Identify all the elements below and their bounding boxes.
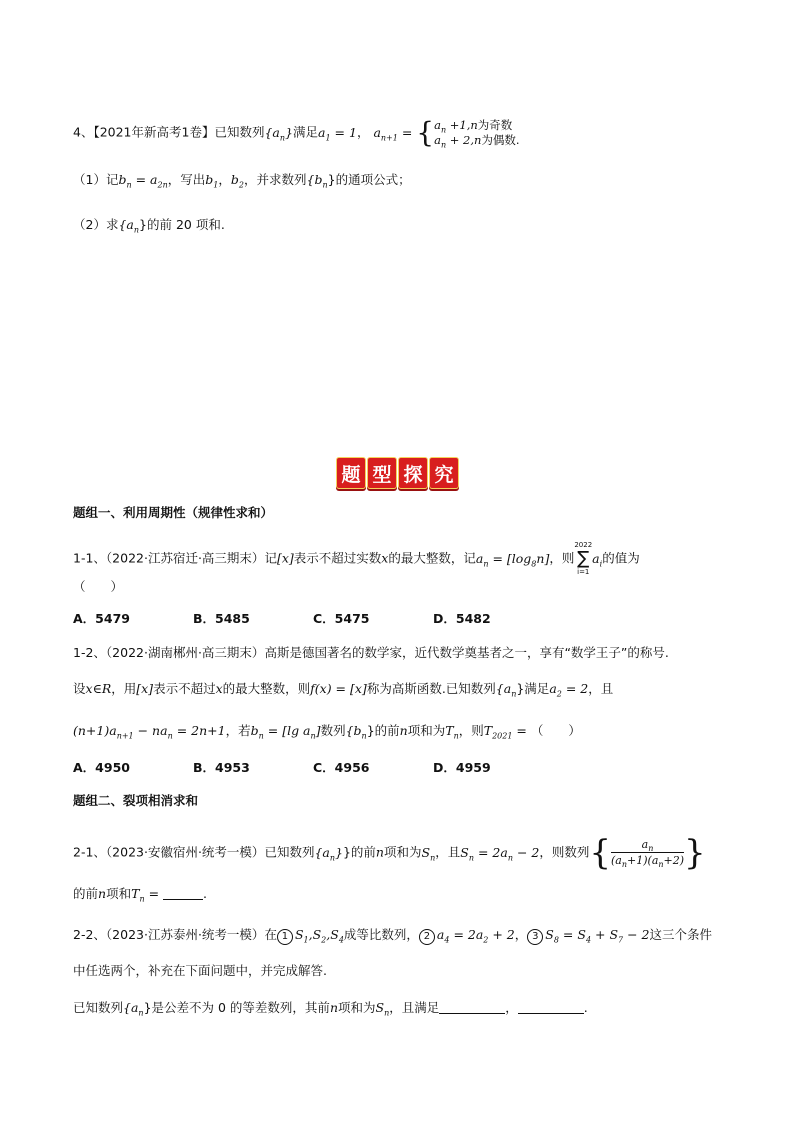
q11-options: [73, 610, 553, 628]
group1-title: 题组一、利用周期性（规律性求和）: [73, 505, 274, 520]
q12-text: }满足: [516, 681, 550, 696]
q4-cases-brace: {: [416, 116, 435, 149]
q21-stem-2: [73, 885, 207, 903]
q11-source: （2022·江苏宿迁·高三期末）: [105, 550, 265, 566]
q12-option-b[interactable]: B．4953: [193, 760, 250, 775]
q4-cases: [434, 118, 520, 148]
q12-source: （2022·湖南郴州·高三期末）: [105, 645, 265, 660]
q4-number: 4、: [73, 124, 94, 140]
q4-seq-b: {$b_n$: [306, 172, 328, 190]
q22-n: n: [329, 1000, 338, 1015]
q12-gauss-fn: f(x) = [x]: [310, 681, 367, 696]
q11-option-d[interactable]: D．5482: [433, 611, 491, 626]
q11-sum: 2022 ∑ i=1: [574, 541, 593, 576]
q11-an-def: $a_n = [\log_8n]$: [475, 550, 550, 568]
q22-blank-1[interactable]: [439, 1001, 505, 1014]
q11-text: ，则: [549, 550, 575, 566]
q22-stem-3: [73, 999, 588, 1017]
q22-text: .: [583, 1000, 588, 1015]
q21-answer-blank[interactable]: [163, 887, 203, 900]
q12-text: }的前: [366, 723, 400, 738]
q21-sn-eq: $S_n = 2a_n - 2$: [460, 844, 540, 862]
q4-part1: [73, 171, 411, 189]
q4-cond-a1: $a_1 = 1$: [318, 124, 357, 142]
q12-t2021: $T_{2021}$: [483, 723, 513, 741]
group2-title: 题组二、裂项相消求和: [73, 793, 199, 808]
q22-stem-1: [73, 926, 712, 945]
q12-recurrence: $(n+1)a_{n+1} - na_n = 2n+1$: [73, 723, 226, 741]
banner-char: 究: [429, 457, 459, 489]
q21-text: ，则数列: [539, 844, 590, 860]
q11-stem: [73, 541, 640, 577]
q4-text: ，: [218, 172, 231, 187]
q4-part2-label: （2）求: [73, 217, 119, 232]
q22-text: 已知数列: [73, 1000, 124, 1015]
q12-label: 1-2、: [73, 645, 106, 660]
q21-brace-right: }: [684, 833, 706, 873]
q12-text: 高斯是德国著名的数学家，近代数学奠基者之一，享有“数学王子”的称号.: [264, 645, 669, 660]
q21-tn: $T_n$ =: [131, 886, 164, 904]
q22-text: ，: [505, 1000, 518, 1015]
q11-label: 1-1、: [73, 550, 106, 566]
q22-condition-3: $S_8 = S_4 + S_7 - 2$: [545, 927, 650, 945]
q12-floor-x: [x]: [136, 681, 154, 696]
q12-options: [73, 759, 553, 777]
q12-text: = （ ）: [512, 723, 581, 738]
q21-seq-a: $\{a_n\}$: [314, 844, 343, 862]
q4-seq-a: $\{a_n\}$: [264, 124, 293, 142]
section-banner: [336, 457, 459, 489]
q12-text: ，若: [225, 723, 251, 738]
q12-text: 项和为: [407, 723, 446, 738]
q12-text: 数列: [320, 723, 346, 738]
q11-floor-x: [x]: [276, 550, 294, 566]
q4-text: ，并求数列: [244, 172, 307, 187]
q21-text: 项和为: [383, 844, 422, 860]
q12-x-in-r: x∈R: [85, 681, 112, 696]
q4-part1-def: $b_n = a_{2n}$: [118, 172, 168, 190]
q12-text: ，用: [111, 681, 137, 696]
q21-text: ，且: [435, 844, 461, 860]
q22-source: （2023·江苏泰州·统考一模）: [105, 927, 265, 942]
q4-text: 满足: [293, 124, 319, 140]
q12-text: 称为高斯函数.已知数列: [366, 681, 496, 696]
q12-a2: $a_2 = 2$: [549, 681, 589, 699]
q22-condition-1: $S_1,S_2,S_4$: [294, 927, 344, 945]
q12-option-c[interactable]: C．4956: [313, 760, 370, 775]
q21-stem-1: [73, 833, 706, 873]
q4-text: ，写出: [167, 172, 206, 187]
q4-stem: [73, 118, 520, 148]
q12-text: ，则: [458, 723, 484, 738]
q12-text: 的最大整数，则: [222, 681, 311, 696]
q12-stem-3: [73, 722, 581, 740]
q12-stem-1: [73, 644, 669, 662]
q21-text: 的前: [73, 886, 99, 901]
q4-b1: $b_1$: [205, 172, 219, 190]
q11-text: 的最大整数，记: [388, 550, 476, 566]
q4-text: 已知数列: [214, 124, 265, 140]
q22-condition-2: $a_4 = 2a_2 + 2$: [436, 927, 515, 945]
q11-option-a[interactable]: A．5479: [73, 611, 130, 626]
q12-bn-def: $b_n = [\lg$ $a_n$]: [250, 723, 321, 741]
q12-var-x: x: [215, 681, 223, 696]
q22-text: ，且满足: [389, 1000, 440, 1015]
q4-part2-seq: {$a_n$: [118, 217, 140, 235]
q12-option-d[interactable]: D．4959: [433, 760, 491, 775]
q4-part2: [73, 216, 225, 234]
q22-text: }是公差不为 0 的等差数列，其前: [143, 1000, 330, 1015]
q4-part1-label: （1）记: [73, 172, 119, 187]
q21-label: 2-1、: [73, 844, 106, 860]
q4-b2: $b_2$: [230, 172, 244, 190]
q12-stem-2: [73, 680, 613, 698]
banner-char: 探: [398, 457, 428, 489]
q22-text: 这三个条件: [649, 927, 712, 942]
q22-label: 2-2、: [73, 927, 106, 942]
q4-case-even: $a_n + 2,n$为偶数.: [434, 133, 520, 150]
q22-stem-2: 中任选两个，补充在下面问题中，并完成解答.: [73, 963, 327, 978]
banner-char: 题: [336, 457, 366, 489]
q11-text: 的值为: [602, 550, 640, 566]
q11-text: 记: [264, 550, 277, 566]
q21-brace-left: {: [589, 833, 611, 873]
q4-text: }的通项公式；: [327, 172, 411, 187]
q21-n: n: [98, 886, 107, 901]
q11-var-x: x: [381, 550, 389, 566]
q4-source: 【2021年新高考1卷】: [93, 124, 215, 140]
q21-text: }的前: [342, 844, 376, 860]
q12-text: 设: [73, 681, 86, 696]
q4-text: }的前 20 项和.: [139, 217, 225, 232]
condition-3-marker: 3: [527, 929, 543, 945]
q11-option-c[interactable]: C．5475: [313, 611, 370, 626]
q21-text: 项和: [106, 886, 132, 901]
condition-2-marker: 2: [419, 929, 435, 945]
banner-char: 型: [367, 457, 397, 489]
q4-recurrence-lhs: $a_{n+1}$ =: [373, 124, 417, 142]
q11-text: 表示不超过实数: [293, 550, 382, 566]
q12-text: ，且: [588, 681, 614, 696]
q22-text: 成等比数列，: [343, 927, 419, 942]
q12-option-a[interactable]: A．4950: [73, 760, 130, 775]
q22-text: 在: [264, 927, 277, 942]
q4-case-odd: $a_n +1,n$为奇数: [434, 118, 513, 135]
q21-text: .: [203, 886, 207, 901]
q11-paren: （ ）: [73, 579, 124, 594]
q12-seq-a: {$a_n$: [495, 681, 517, 699]
q22-seq-a: {$a_n$: [123, 1000, 144, 1018]
q21-fraction: $\frac{a_n}{(a_n+1)(a_n+2)}$: [611, 837, 685, 869]
q21-source: （2023·安徽宿州·统考一模）: [105, 844, 265, 860]
q22-text: 项和为: [338, 1000, 376, 1015]
q21-n: n: [375, 844, 384, 860]
q4-text: ，: [356, 124, 370, 140]
q22-blank-2[interactable]: [518, 1001, 584, 1014]
q22-text: ，: [514, 927, 528, 942]
q12-text: 表示不超过: [153, 681, 216, 696]
q21-sn: $S_n$: [421, 844, 436, 862]
q12-n: n: [399, 723, 408, 738]
q12-tn: $T_n$: [445, 723, 459, 741]
q12-seq-b: {$b_n$: [345, 723, 367, 741]
q11-sum-term: $a_i$: [592, 550, 603, 568]
q22-sn: $S_n$: [375, 1000, 390, 1018]
condition-1-marker: 1: [277, 929, 293, 945]
q11-option-b[interactable]: B．5485: [193, 611, 250, 626]
q21-text: 已知数列: [264, 844, 315, 860]
